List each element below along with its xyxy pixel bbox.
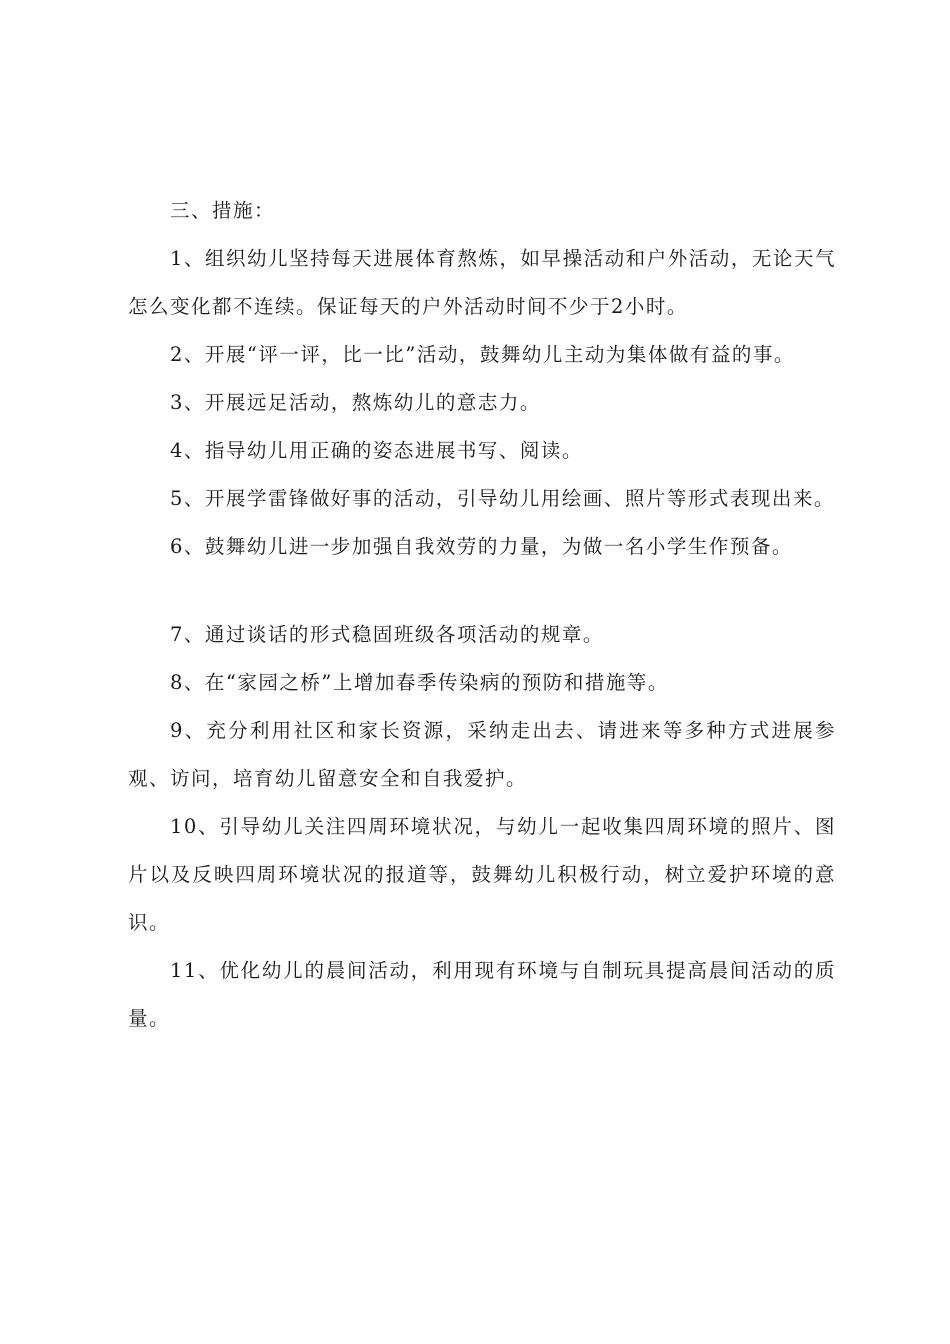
section-heading: 三、措施： xyxy=(170,199,276,222)
paragraph-4: 4、指导幼儿用正确的姿态进展书写、阅读。 xyxy=(170,439,583,462)
paragraph-8: 8、在“家园之桥”上增加春季传染病的预防和措施等。 xyxy=(170,671,669,694)
paragraph-2: 2、开展“评一评，比一比”活动，鼓舞幼儿主动为集体做有益的事。 xyxy=(170,343,795,366)
paragraph-11: 11、优化幼儿的晨间活动，利用现有环境与自制玩具提高晨间活动的质量。 xyxy=(128,959,836,1030)
paragraph-7: 7、通过谈话的形式稳固班级各项活动的规章。 xyxy=(170,623,604,646)
paragraph-1: 1、组织幼儿坚持每天进展体育熬炼，如早操活动和户外活动，无论天气怎么变化都不连续。保证每天的户外活动时间不少于2小时。 xyxy=(128,247,836,318)
paragraph-3: 3、开展远足活动，熬炼幼儿的意志力。 xyxy=(170,391,541,414)
paragraph-5: 5、开展学雷锋做好事的活动，引导幼儿用绘画、照片等形式表现出来。 xyxy=(170,487,835,510)
paragraph-10: 10、引导幼儿关注四周环境状况，与幼儿一起收集四周环境的照片、图片以及反映四周环境状况的报道等，鼓舞幼儿积极行动，树立爱护环境的意识。 xyxy=(128,815,836,934)
document-body xyxy=(128,187,836,1043)
paragraph-6: 6、鼓舞幼儿进一步加强自我效劳的力量，为做一名小学生作预备。 xyxy=(170,535,793,558)
paragraph-gap xyxy=(128,571,836,611)
paragraph-9: 9、充分利用社区和家长资源，采纳走出去、请进来等多种方式进展参观、访问，培育幼儿留意安全和自我爱护。 xyxy=(128,719,836,790)
